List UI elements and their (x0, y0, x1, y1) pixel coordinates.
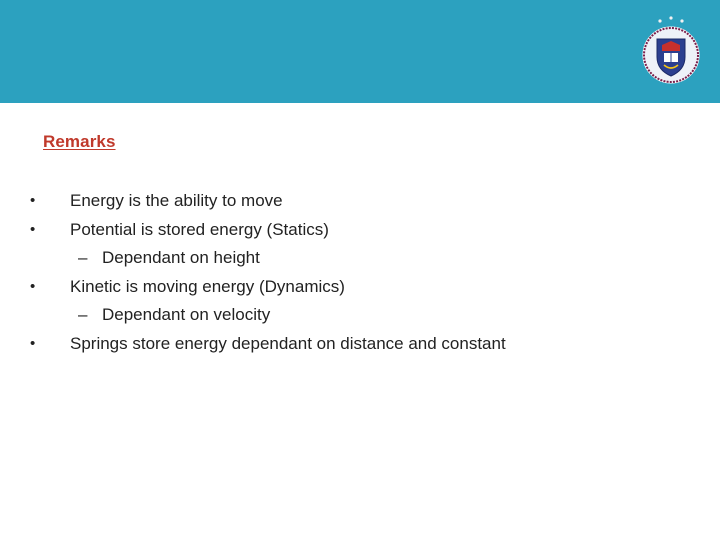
list-item-text: Dependant on velocity (102, 305, 271, 324)
list-item (30, 245, 670, 274)
list-item (30, 302, 670, 331)
list-item-text: Springs store energy dependant on distance and constant (70, 333, 506, 353)
bullet-marker: • (30, 277, 36, 295)
list-item (30, 217, 670, 246)
bullet-marker: • (30, 334, 36, 352)
list-item-text: Kinetic is moving energy (Dynamics) (70, 276, 345, 296)
dash-marker: – (78, 305, 88, 324)
university-crest-icon (640, 15, 702, 87)
bullet-marker: • (30, 192, 36, 209)
header-band (0, 0, 720, 103)
list-item (30, 274, 670, 303)
list-item (30, 331, 670, 360)
slide-title: Remarks (43, 132, 116, 151)
dash-marker: – (78, 248, 88, 267)
list-item-text: Energy is the ability to move (70, 191, 283, 210)
list-item-text: Dependant on height (102, 248, 260, 267)
list-item-text: Potential is stored energy (Statics) (70, 219, 329, 239)
remarks-list (30, 188, 670, 359)
bullet-marker: • (30, 220, 36, 238)
list-item (30, 188, 670, 217)
